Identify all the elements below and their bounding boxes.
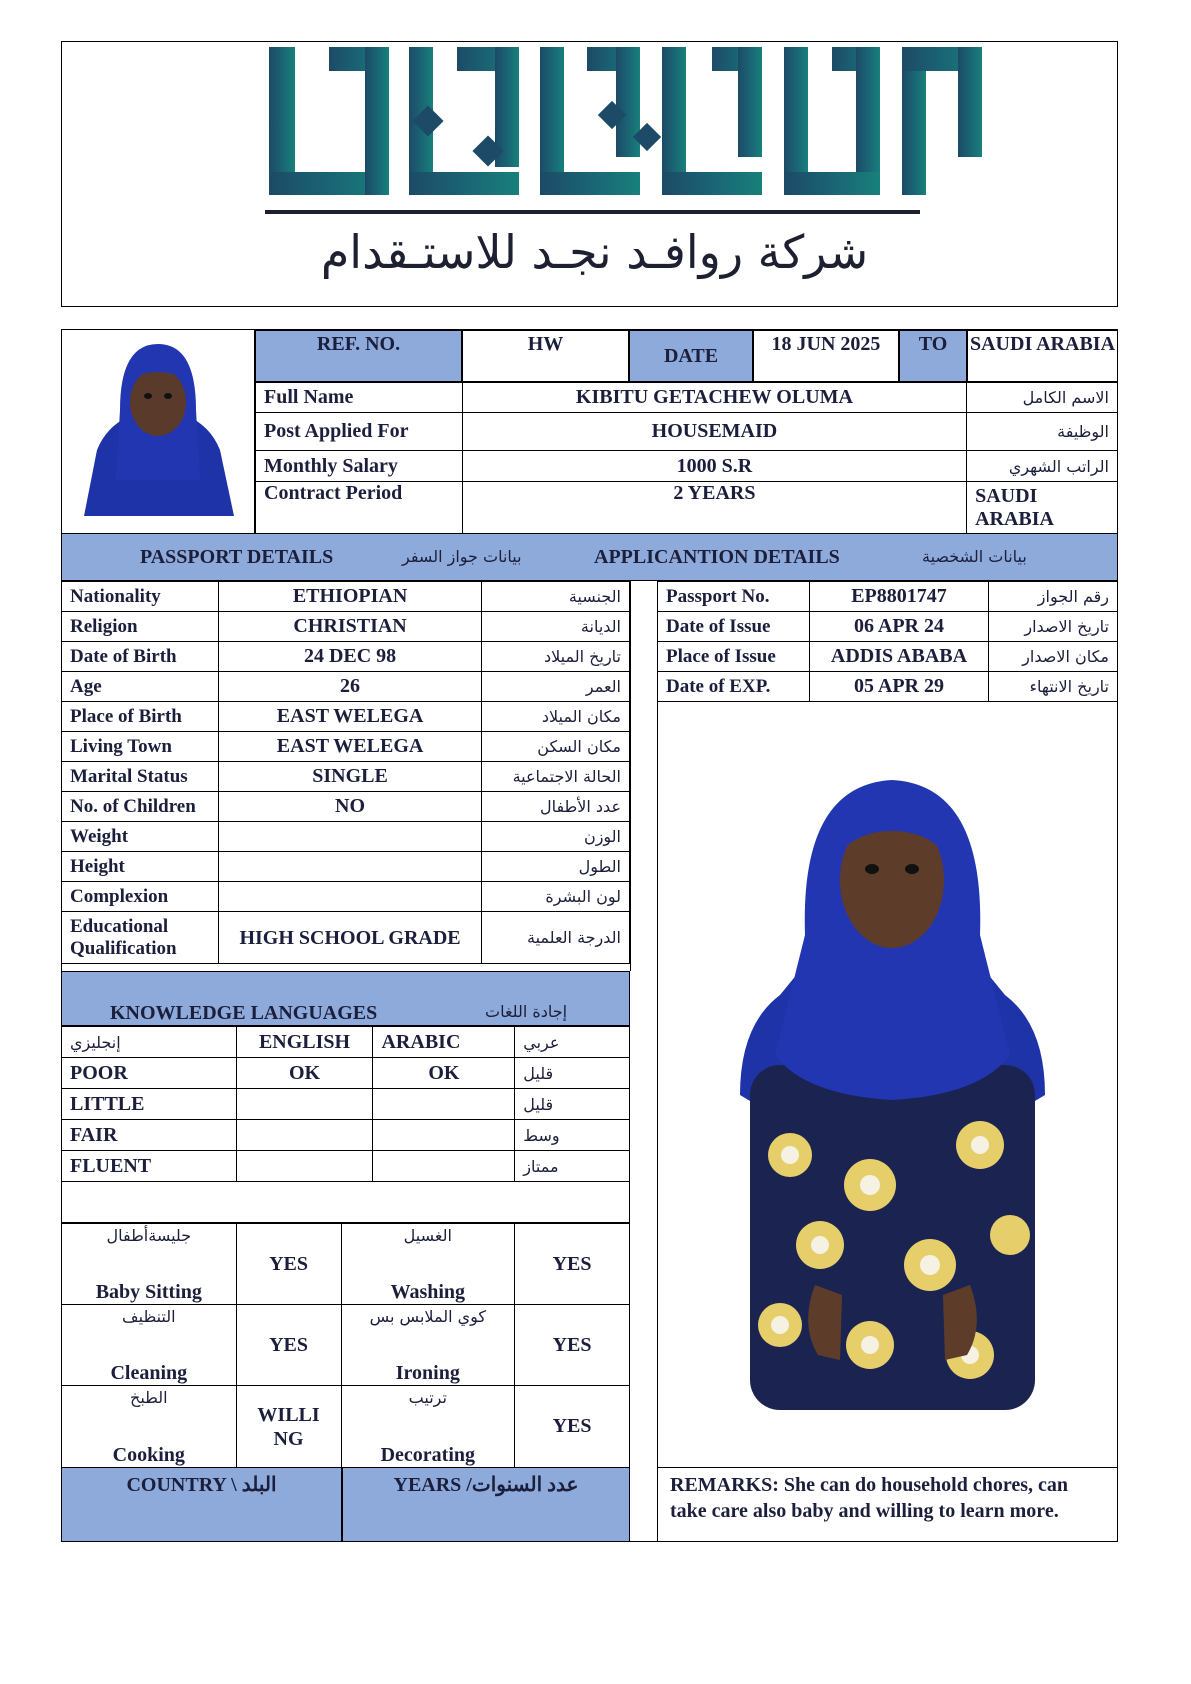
country-header: COUNTRY \ البلد bbox=[126, 1474, 277, 1496]
experience-country bbox=[61, 1467, 342, 1542]
row-value: NO bbox=[218, 792, 481, 822]
row-arabic: الوزن bbox=[482, 822, 630, 852]
personal-row bbox=[62, 792, 630, 822]
language-row bbox=[62, 1120, 630, 1151]
arabic-level: OK bbox=[373, 1058, 515, 1089]
full-name-value: KIBITU GETACHEW OLUMA bbox=[462, 383, 966, 413]
arabic-column-header: ARABIC bbox=[373, 1027, 515, 1058]
row-value: ADDIS ABABA bbox=[809, 642, 989, 672]
personal-row bbox=[62, 822, 630, 852]
skill-english: Ironing bbox=[395, 1362, 460, 1384]
skill-english: Washing bbox=[390, 1281, 466, 1303]
passport-details-arabic: بيانات جواز السفر bbox=[402, 547, 522, 566]
portrait-full bbox=[720, 765, 1065, 1415]
post-row bbox=[256, 413, 1118, 451]
skill-english: Baby Sitting bbox=[95, 1281, 202, 1303]
row-value bbox=[218, 822, 481, 852]
row-label: Living Town bbox=[62, 732, 219, 762]
personal-row bbox=[62, 882, 630, 912]
passport-row bbox=[658, 612, 1118, 642]
row-arabic: رقم الجواز bbox=[989, 582, 1118, 612]
row-label: Age bbox=[62, 672, 219, 702]
personal-row bbox=[62, 762, 630, 792]
row-label: Marital Status bbox=[62, 762, 219, 792]
skill-cell bbox=[62, 1386, 237, 1468]
full-name-label: Full Name bbox=[256, 383, 463, 413]
languages-title-arabic: إجادة اللغات bbox=[485, 1002, 568, 1021]
ref-label: REF. NO. bbox=[255, 330, 462, 382]
personal-row bbox=[62, 702, 630, 732]
row-value bbox=[218, 852, 481, 882]
education-label: Educational Qualification bbox=[62, 912, 219, 964]
row-value: 26 bbox=[218, 672, 481, 702]
post-arabic: الوظيفة bbox=[967, 413, 1118, 451]
education-row bbox=[62, 912, 630, 964]
salary-label: Monthly Salary bbox=[256, 451, 463, 482]
personal-row bbox=[62, 852, 630, 882]
years-header: YEARS /عدد السنوات bbox=[393, 1474, 579, 1496]
row-arabic: مكان الميلاد bbox=[482, 702, 630, 732]
arabic-level bbox=[373, 1089, 515, 1120]
english-level bbox=[236, 1120, 373, 1151]
skill-cell bbox=[341, 1224, 515, 1305]
arabic-level bbox=[373, 1120, 515, 1151]
personal-row bbox=[62, 672, 630, 702]
row-arabic: مكان السكن bbox=[482, 732, 630, 762]
passport-details bbox=[657, 581, 1118, 702]
empty-cell bbox=[62, 1182, 630, 1223]
row-arabic: تاريخ الميلاد bbox=[482, 642, 630, 672]
education-value: HIGH SCHOOL GRADE bbox=[218, 912, 481, 964]
to-value: SAUDI ARABIA bbox=[967, 330, 1118, 382]
skill-row bbox=[62, 1305, 630, 1386]
application-details-title: APPLICANTION DETAILS bbox=[594, 546, 840, 568]
post-label: Post Applied For bbox=[256, 413, 463, 451]
row-label: Date of Birth bbox=[62, 642, 219, 672]
row-label: Nationality bbox=[62, 582, 219, 612]
skill-row bbox=[62, 1224, 630, 1305]
skill-cell bbox=[341, 1305, 515, 1386]
passport-row bbox=[658, 672, 1118, 702]
language-row bbox=[62, 1058, 630, 1089]
passport-details-title: PASSPORT DETAILS bbox=[140, 546, 334, 568]
language-level: LITTLE bbox=[62, 1089, 237, 1120]
spacer-row bbox=[62, 1182, 630, 1223]
languages-title: KNOWLEDGE LANGUAGES bbox=[110, 1002, 378, 1024]
row-arabic: العمر bbox=[482, 672, 630, 702]
arabic-level bbox=[373, 1151, 515, 1182]
passport-row bbox=[658, 582, 1118, 612]
row-arabic: الحالة الاجتماعية bbox=[482, 762, 630, 792]
row-value: 06 APR 24 bbox=[809, 612, 989, 642]
row-value: 24 DEC 98 bbox=[218, 642, 481, 672]
application-details-arabic: بيانات الشخصية bbox=[922, 547, 1027, 566]
skills-table bbox=[61, 1223, 630, 1468]
ref-value: HW bbox=[462, 330, 629, 382]
remarks-text: REMARKS: She can do household chores, can take care also baby and willing to learn more. bbox=[670, 1474, 1069, 1522]
post-value: HOUSEMAID bbox=[462, 413, 966, 451]
row-label: Passport No. bbox=[658, 582, 810, 612]
skill-cell bbox=[62, 1305, 237, 1386]
skill-english: Decorating bbox=[380, 1444, 476, 1466]
language-level-arabic: ممتاز bbox=[515, 1151, 630, 1182]
row-value: EAST WELEGA bbox=[218, 732, 481, 762]
skill-english: Cooking bbox=[112, 1444, 185, 1466]
row-value bbox=[218, 882, 481, 912]
contract-note: SAUDI ARABIA bbox=[967, 482, 1118, 534]
language-level: FLUENT bbox=[62, 1151, 237, 1182]
languages-header-row bbox=[62, 1027, 630, 1058]
language-level: POOR bbox=[62, 1058, 237, 1089]
personal-row bbox=[62, 612, 630, 642]
personal-row bbox=[62, 582, 630, 612]
skill-value: YES bbox=[515, 1224, 630, 1305]
contract-label: Contract Period bbox=[256, 482, 463, 534]
language-level-arabic: قليل bbox=[515, 1058, 630, 1089]
contract-row bbox=[256, 482, 1118, 534]
education-arabic: الدرجة العلمية bbox=[482, 912, 630, 964]
full-name-arabic: الاسم الكامل bbox=[967, 383, 1118, 413]
language-row bbox=[62, 1089, 630, 1120]
skill-value: WILLI NG bbox=[236, 1386, 341, 1468]
english-level: OK bbox=[236, 1058, 373, 1089]
skill-arabic: ترتيب bbox=[408, 1388, 447, 1407]
skill-arabic: كوي الملابس بس bbox=[369, 1307, 487, 1326]
row-arabic: تاريخ الانتهاء bbox=[989, 672, 1118, 702]
row-label: Date of Issue bbox=[658, 612, 810, 642]
row-arabic: الجنسية bbox=[482, 582, 630, 612]
row-label: Religion bbox=[62, 612, 219, 642]
row-label: No. of Children bbox=[62, 792, 219, 822]
row-label: Place of Issue bbox=[658, 642, 810, 672]
contract-value: 2 YEARS bbox=[462, 482, 966, 534]
skill-value: YES bbox=[236, 1224, 341, 1305]
personal-row bbox=[62, 732, 630, 762]
english-level bbox=[236, 1151, 373, 1182]
row-value: EAST WELEGA bbox=[218, 702, 481, 732]
experience-years bbox=[342, 1467, 630, 1542]
date-value: 18 JUN 2025 bbox=[753, 330, 899, 382]
row-value: EP8801747 bbox=[809, 582, 989, 612]
skill-arabic: جليسةأطفال bbox=[106, 1226, 192, 1245]
english-column-header: ENGLISH bbox=[236, 1027, 373, 1058]
header-box bbox=[61, 41, 1118, 307]
date-label: DATE bbox=[629, 330, 753, 382]
section-header bbox=[61, 533, 1118, 581]
row-value: 05 APR 29 bbox=[809, 672, 989, 702]
top-info-rows bbox=[255, 382, 1118, 534]
row-label: Date of EXP. bbox=[658, 672, 810, 702]
skill-value: YES bbox=[236, 1305, 341, 1386]
row-arabic: الديانة bbox=[482, 612, 630, 642]
personal-details bbox=[61, 581, 630, 964]
passport-row bbox=[658, 642, 1118, 672]
row-arabic: عدد الأطفال bbox=[482, 792, 630, 822]
languages-table bbox=[61, 1026, 630, 1223]
salary-row bbox=[256, 451, 1118, 482]
row-value: CHRISTIAN bbox=[218, 612, 481, 642]
skill-english: Cleaning bbox=[110, 1362, 188, 1384]
language-row bbox=[62, 1151, 630, 1182]
skill-cell bbox=[62, 1224, 237, 1305]
language-level-arabic: قليل bbox=[515, 1089, 630, 1120]
row-label: Weight bbox=[62, 822, 219, 852]
row-label: Place of Birth bbox=[62, 702, 219, 732]
arabic-arabic-label: عربي bbox=[515, 1027, 630, 1058]
skill-arabic: الطبخ bbox=[129, 1388, 168, 1407]
row-value: SINGLE bbox=[218, 762, 481, 792]
skill-row bbox=[62, 1386, 630, 1468]
row-arabic: الطول bbox=[482, 852, 630, 882]
row-label: Complexion bbox=[62, 882, 219, 912]
english-arabic-label: إنجليزي bbox=[62, 1027, 237, 1058]
row-arabic: مكان الاصدار bbox=[989, 642, 1118, 672]
column-divider bbox=[657, 581, 658, 1542]
skill-value: YES bbox=[515, 1386, 630, 1468]
remarks bbox=[658, 1467, 1117, 1542]
row-arabic: تاريخ الاصدار bbox=[989, 612, 1118, 642]
language-level: FAIR bbox=[62, 1120, 237, 1151]
to-label: TO bbox=[899, 330, 967, 382]
company-arabic-name: شركة روافـد نجـد للاستـقدام bbox=[320, 225, 869, 279]
full-name-row bbox=[256, 383, 1118, 413]
skill-value: YES bbox=[515, 1305, 630, 1386]
skill-cell bbox=[341, 1386, 515, 1468]
salary-arabic: الراتب الشهري bbox=[967, 451, 1118, 482]
skill-arabic: التنظيف bbox=[122, 1307, 176, 1326]
skill-arabic: الغسيل bbox=[403, 1226, 452, 1245]
personal-row bbox=[62, 642, 630, 672]
salary-value: 1000 S.R bbox=[462, 451, 966, 482]
row-value: ETHIOPIAN bbox=[218, 582, 481, 612]
english-level bbox=[236, 1089, 373, 1120]
row-arabic: لون البشرة bbox=[482, 882, 630, 912]
portrait-small bbox=[62, 330, 255, 533]
row-label: Height bbox=[62, 852, 219, 882]
column-divider bbox=[630, 581, 631, 971]
languages-header bbox=[61, 971, 630, 1026]
language-level-arabic: وسط bbox=[515, 1120, 630, 1151]
